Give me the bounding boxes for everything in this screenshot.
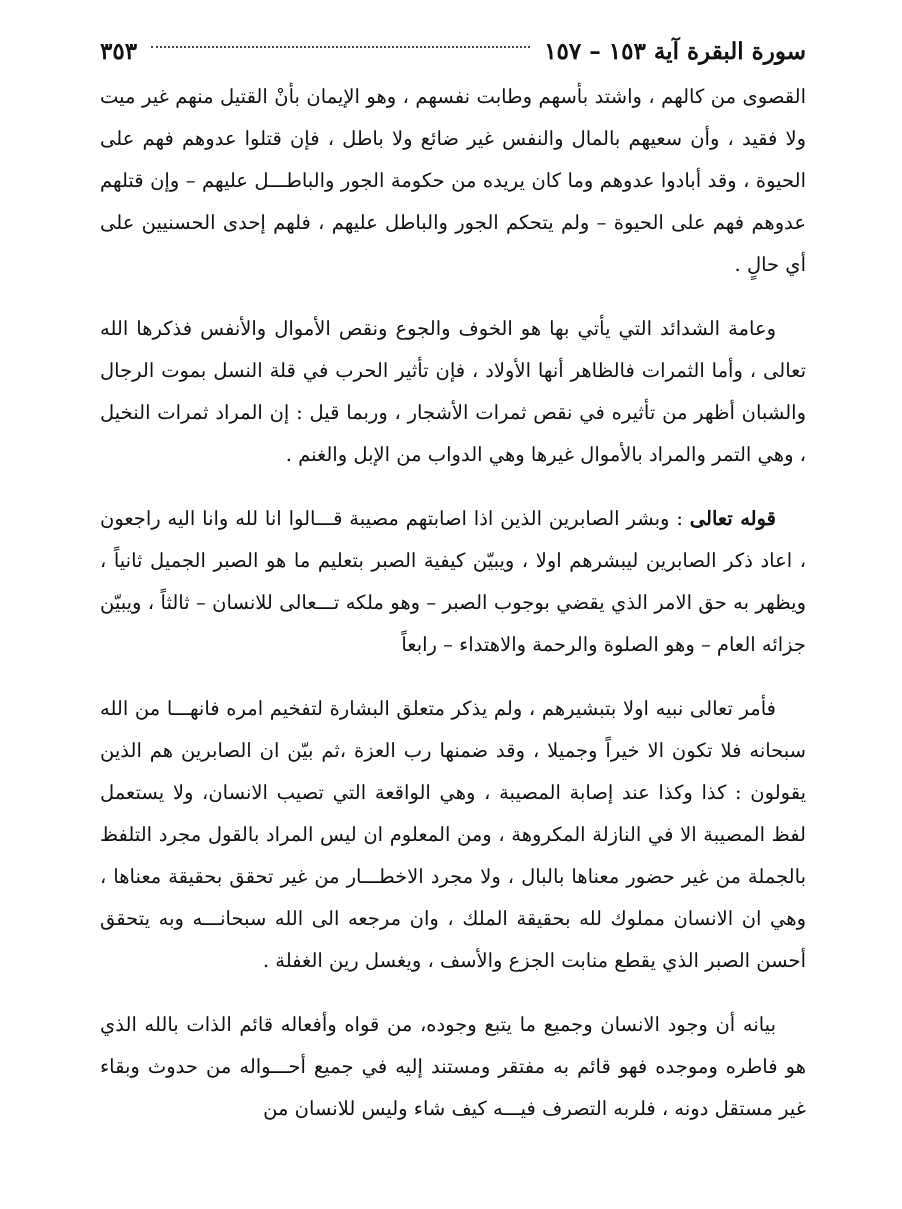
- paragraph-3-lead: قوله تعالى: [689, 507, 776, 530]
- paragraph-2-text: وعامة الشدائد التي يأتي بها هو الخوف والجوع ونقص الأموال والأنفس فذكرها الله تعالى ، وأما الثمرات فالظاهر أنها الأولاد ، فإن تأثير الحرب في قلة النسل بموت الرجال والشبان أظهر من تأثيره في نقص ثمرات الأشجار ، وربما قيل : إن المراد ثمرات النخيل ، وهي التمر والمراد بالأموال غيرها وهي الدواب من الإبل والغنم .: [100, 317, 806, 466]
- paragraph-2: [100, 308, 806, 476]
- paragraph-5: [100, 1004, 806, 1130]
- page-number: ٣٥٣: [100, 37, 138, 65]
- header-dotted-rule: [151, 46, 530, 48]
- paragraph-5-text: بيانه أن وجود الانسان وجميع ما يتبع وجوده، من قواه وأفعاله قائم الذات بالله الذي هو فاطره وموجده فهو قائم به مفتقر ومستند إليه في جميع أحـــواله من حدوث وبقاء غير مستقل دونه ، فلربه التصرف فيـــه كيف شاء وليس للانسان من: [100, 1013, 806, 1120]
- paragraph-3: [100, 498, 806, 666]
- paragraph-4: [100, 688, 806, 982]
- surah-title: سورة البقرة آية ١٥٣ – ١٥٧: [544, 37, 806, 65]
- paragraph-1-text: القصوى من كالهم ، واشتد بأسهم وطابت نفسهم ، وهو الإيمان بأنْ القتيل منهم غير ميت ولا فقيد ، وأن سعيهم بالمال والنفس غير ضائع ولا باطل ، فإن قتلوا عدوهم فهم على الحيوة ، وقد أبادوا عدوهم وما كان يريده من حكومة الجور والباطـــل عليهم – وإن قتلهم عدوهم فهم على الحيوة – ولم يتحكم الجور والباطل عليهم ، فلهم إحدى الحسنيين على أي حالٍ .: [100, 85, 806, 276]
- paragraph-3-text: : وبشر الصابرين الذين اذا اصابتهم مصيبة قـــالوا انا لله وانا اليه راجعون ، اعاد ذكر الصابرين ليبشرهم اولا ، ويبيّن كيفية الصبر بتعليم ما هو الصبر الجميل ثانياً ، ويظهر به حق الامر الذي يقضي بوجوب الصبر – وهو ملكه تـــعالى للانسان – ثالثاً ، ويبيّن جزائه العام – وهو الصلوة والرحمة والاهتداء – رابعاً: [100, 507, 806, 656]
- paragraph-1: [100, 76, 806, 286]
- body-text: [100, 76, 806, 1130]
- running-header: [100, 34, 806, 68]
- paragraph-4-text: فأمر تعالى نبيه اولا بتبشيرهم ، ولم يذكر متعلق البشارة لتفخيم امره فانهـــا من الله سبحانه فلا تكون الا خيراً وجميلا ، وقد ضمنها رب العزة ،ثم بيّن ان الصابرين هم الذين يقولون : كذا وكذا عند إصابة المصيبة ، وهي الواقعة التي تصيب الانسان، ولا يستعمل لفظ المصيبة الا في النازلة المكروهة ، ومن المعلوم ان ليس المراد بالقول مجرد التلفظ بالجملة من غير حضور معناها بالبال ، ولا مجرد الاخطـــار من غير تحقق بحقيقة معناها ، وهي ان الانسان مملوك لله بحقيقة الملك ، وان مرجعه الى الله سبحانـــه وبه يتحقق أحسن الصبر الذي يقطع منابت الجزع والأسف ، ويغسل رين الغفلة .: [100, 697, 806, 972]
